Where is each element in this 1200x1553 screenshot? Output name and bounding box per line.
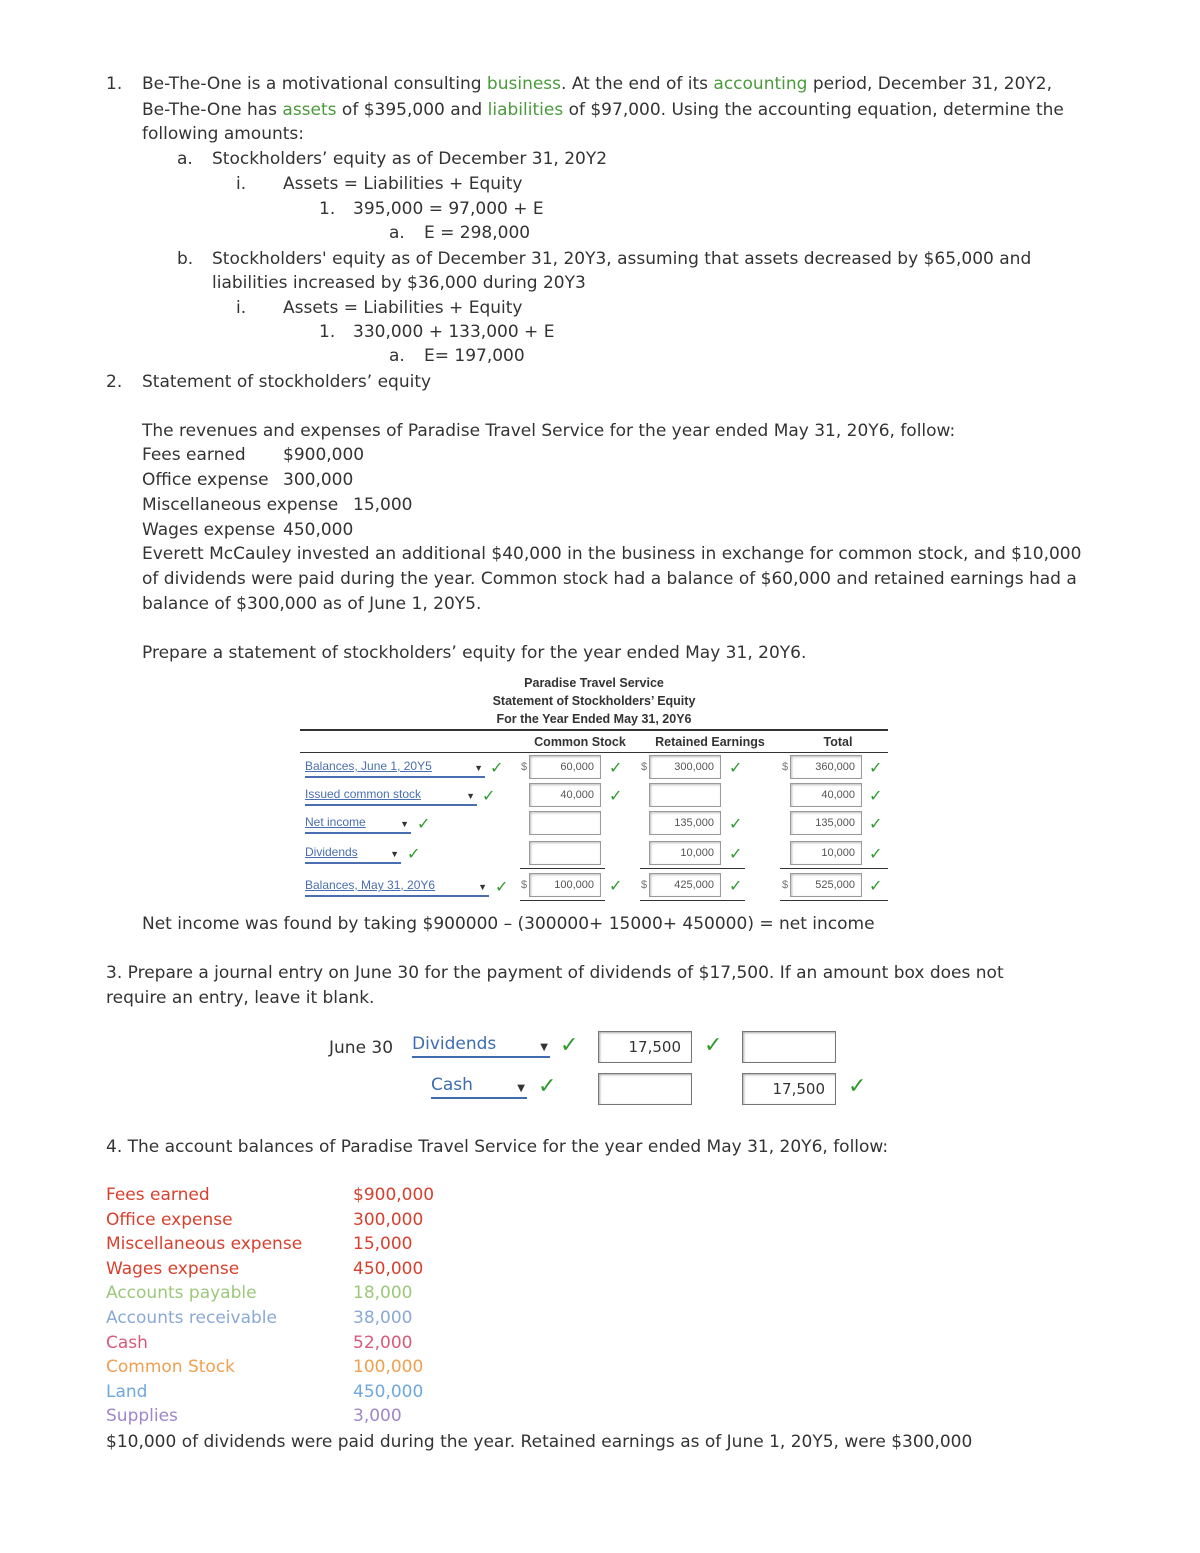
check-icon: ✓ (869, 844, 883, 863)
cs-input[interactable]: 60,000 (529, 755, 601, 779)
account-label: Miscellaneous expense (106, 1234, 303, 1255)
q1-a-text: Stockholders’ equity as of December 31, 20Y2 (212, 149, 608, 169)
check-icon: ✓ (609, 786, 623, 805)
account-value: 15,000 (353, 1234, 413, 1255)
q2-item-value: 300,000 (283, 470, 354, 490)
q2-para-line: Everett McCauley invested an additional $40,000 in the business in exchange for common stock, and $10,000 (142, 544, 1082, 564)
q1-b-i-label: i. (236, 298, 247, 318)
q1-a-1-text: 395,000 = 97,000 + E (353, 199, 544, 219)
debit-amount-input[interactable] (598, 1073, 692, 1105)
account-label: Wages expense (106, 1258, 240, 1279)
q1-a-i-label: i. (236, 174, 247, 194)
q1-a-a-text: E = 298,000 (424, 223, 531, 243)
q2-intro: The revenues and expenses of Paradise Travel Service for the year ended May 31, 20Y6, follow: (142, 421, 956, 441)
credit-amount-input[interactable]: 17,500 (742, 1073, 836, 1105)
q1-number: 1. (106, 74, 123, 94)
q1-b-label: b. (177, 249, 194, 269)
q2-number: 2. (106, 372, 123, 392)
q1-b-text2: liabilities increased by $36,000 during 20Y3 (212, 273, 586, 293)
total-rule (520, 900, 605, 901)
dollar-sign: $ (782, 761, 789, 773)
check-icon: ✓ (495, 877, 509, 896)
check-icon: ✓ (848, 1074, 867, 1099)
account-value: 450,000 (353, 1381, 424, 1402)
chevron-down-icon: ▼ (466, 791, 475, 801)
row-label-select[interactable] (305, 787, 477, 806)
q3-line1: 3. Prepare a journal entry on June 30 for the payment of dividends of $17,500. If an amount box does not (106, 963, 1004, 983)
q1-line3: following amounts: (142, 124, 305, 144)
q4-intro: 4. The account balances of Paradise Travel Service for the year ended May 31, 20Y6, follow: (106, 1137, 889, 1157)
check-icon: ✓ (560, 1033, 579, 1058)
account-label: Common Stock (106, 1357, 236, 1378)
q2-para-line: balance of $300,000 as of June 1, 20Y5. (142, 594, 482, 614)
link-assets[interactable]: assets (282, 100, 337, 120)
total-input[interactable]: 135,000 (790, 811, 862, 835)
account-value: $900,000 (353, 1185, 435, 1205)
cs-input[interactable] (529, 811, 601, 835)
q2-prompt: Prepare a statement of stockholders’ equity for the year ended May 31, 20Y6. (142, 643, 807, 663)
account-value: 18,000 (353, 1283, 413, 1304)
row-label-select[interactable] (305, 845, 401, 864)
statement-company: Paradise Travel Service (524, 676, 664, 690)
q1-b-1-text: 330,000 + 133,000 + E (353, 322, 555, 342)
account-label: Cash (106, 1332, 148, 1353)
account-value: 300,000 (353, 1209, 424, 1230)
q2-item-value: 15,000 (353, 495, 413, 515)
q2-item-value: 450,000 (283, 520, 354, 540)
q1-text: Be-The-One has (142, 100, 283, 120)
statement-period: For the Year Ended May 31, 20Y6 (496, 712, 692, 726)
row-label-select[interactable] (305, 878, 489, 897)
q1-a-i-text: Assets = Liabilities + Equity (283, 174, 523, 194)
statement-header-rule (300, 752, 888, 753)
q2-note: Net income was found by taking $900000 – (300000+ 15000+ 450000) = net income (142, 914, 875, 934)
check-icon: ✓ (729, 758, 743, 777)
q2-item-label: Fees earned (142, 445, 246, 465)
check-icon: ✓ (538, 1074, 557, 1099)
cs-input[interactable]: 100,000 (529, 873, 601, 897)
link-liabilities[interactable]: liabilities (487, 100, 564, 120)
chevron-down-icon: ▼ (400, 819, 409, 829)
row-label-select[interactable] (305, 815, 411, 834)
row-label: Issued common stock (305, 787, 422, 801)
je-date: June 30 (329, 1038, 394, 1058)
row-label: Balances, June 1, 20Y5 (305, 759, 432, 773)
account-label: Office expense (106, 1209, 233, 1230)
account-label: Supplies (106, 1406, 178, 1427)
dollar-sign: $ (782, 879, 789, 891)
col-common-stock: Common Stock (534, 735, 626, 749)
q1-text: period, December 31, 20Y2, (807, 74, 1053, 94)
total-input[interactable]: 525,000 (790, 873, 862, 897)
q2-item-value: $900,000 (283, 445, 365, 465)
q1-b-1-label: 1. (319, 322, 336, 342)
check-icon: ✓ (729, 844, 743, 863)
q1-line1 (142, 74, 1052, 94)
check-icon: ✓ (869, 758, 883, 777)
check-icon: ✓ (482, 786, 496, 805)
q1-b-text1: Stockholders' equity as of December 31, 20Y3, assuming that assets decreased by $65,000 and (212, 249, 1032, 269)
credit-account-label: Cash (431, 1075, 473, 1095)
credit-account-select[interactable] (431, 1075, 527, 1099)
total-input[interactable]: 10,000 (790, 841, 862, 865)
check-icon: ✓ (869, 814, 883, 833)
account-value: 450,000 (353, 1258, 424, 1279)
total-rule (780, 900, 888, 901)
q3-line2: require an entry, leave it blank. (106, 988, 375, 1008)
dollar-sign: $ (521, 879, 528, 891)
q4-footer: $10,000 of dividends were paid during the year. Retained earnings as of June 1, 20Y5, were $300,000 (106, 1432, 973, 1452)
account-value: 52,000 (353, 1332, 413, 1353)
q1-line2 (142, 100, 1064, 120)
check-icon: ✓ (704, 1033, 723, 1058)
account-label: Land (106, 1381, 148, 1402)
account-label: Accounts payable (106, 1283, 257, 1304)
subtotal-rule (640, 868, 745, 869)
chevron-down-icon: ▼ (540, 1042, 548, 1053)
dollar-sign: $ (641, 879, 648, 891)
check-icon: ✓ (490, 758, 504, 777)
q1-text: . At the end of its (561, 74, 714, 94)
q2-item-label: Wages expense (142, 520, 276, 540)
account-value: 100,000 (353, 1357, 424, 1378)
q1-a-a-label: a. (389, 223, 405, 243)
q1-b-a-text: E= 197,000 (424, 346, 525, 366)
q2-item-label: Office expense (142, 470, 269, 490)
check-icon: ✓ (609, 758, 623, 777)
subtotal-rule (520, 868, 605, 869)
q1-b-a-label: a. (389, 346, 405, 366)
check-icon: ✓ (407, 844, 421, 863)
q1-a-label: a. (177, 149, 193, 169)
re-input[interactable]: 425,000 (649, 873, 721, 897)
q2-item-label: Miscellaneous expense (142, 495, 339, 515)
check-icon: ✓ (729, 814, 743, 833)
re-input[interactable]: 135,000 (649, 811, 721, 835)
account-label: Accounts receivable (106, 1308, 277, 1328)
re-input[interactable] (649, 783, 721, 807)
statement-title: Statement of Stockholders’ Equity (492, 694, 696, 708)
check-icon: ✓ (869, 786, 883, 805)
dollar-sign: $ (641, 761, 648, 773)
row-label: Balances, May 31, 20Y6 (305, 878, 436, 892)
re-input[interactable]: 300,000 (649, 755, 721, 779)
row-label: Dividends (305, 845, 358, 859)
col-retained-earnings: Retained Earnings (655, 735, 765, 749)
chevron-down-icon: ▼ (517, 1083, 525, 1094)
check-icon: ✓ (729, 876, 743, 895)
dollar-sign: $ (521, 761, 528, 773)
check-icon: ✓ (869, 876, 883, 895)
q1-text: Be-The-One is a motivational consulting (142, 74, 487, 94)
total-input[interactable]: 360,000 (790, 755, 862, 779)
col-total: Total (823, 735, 853, 749)
total-rule (640, 900, 745, 901)
re-input[interactable]: 10,000 (649, 841, 721, 865)
chevron-down-icon: ▼ (478, 882, 487, 892)
cs-input[interactable]: 40,000 (529, 783, 601, 807)
debit-account-label: Dividends (412, 1034, 497, 1054)
q1-text: of $97,000. Using the accounting equation, determine the (563, 100, 1064, 120)
q1-b-i-text: Assets = Liabilities + Equity (283, 298, 523, 318)
row-label-select[interactable] (305, 759, 485, 778)
statement-top-rule (300, 729, 888, 731)
account-value: 38,000 (353, 1308, 413, 1328)
account-value: 3,000 (353, 1406, 402, 1427)
subtotal-rule (780, 868, 888, 869)
debit-amount-input[interactable]: 17,500 (598, 1031, 692, 1063)
q1-text: of $395,000 and (336, 100, 488, 120)
check-icon: ✓ (417, 814, 431, 833)
link-business[interactable]: business (486, 74, 562, 94)
q2-title: Statement of stockholders’ equity (142, 372, 432, 392)
q2-para-line: of dividends were paid during the year. Common stock had a balance of $60,000 and retained earnings had a (142, 569, 1077, 589)
chevron-down-icon: ▼ (390, 849, 399, 859)
row-label: Net income (305, 815, 366, 829)
total-input[interactable]: 40,000 (790, 783, 862, 807)
cs-input[interactable] (529, 841, 601, 865)
credit-amount-input[interactable] (742, 1031, 836, 1063)
debit-account-select[interactable] (412, 1034, 550, 1058)
link-accounting[interactable]: accounting (713, 74, 808, 94)
check-icon: ✓ (609, 876, 623, 895)
account-label: Fees earned (106, 1185, 210, 1205)
q1-a-1-label: 1. (319, 199, 336, 219)
chevron-down-icon: ▼ (474, 763, 483, 773)
